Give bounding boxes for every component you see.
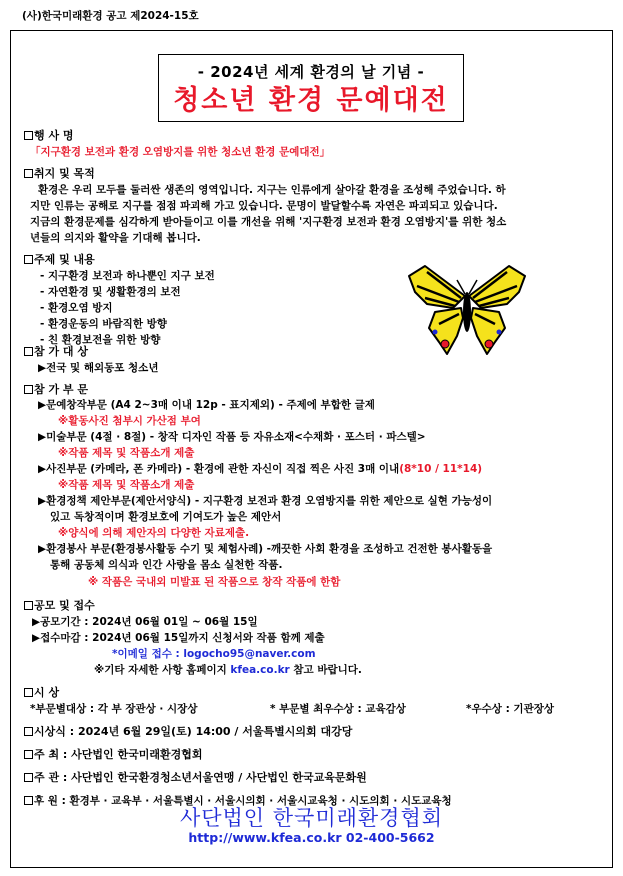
theme-item: - 지구환경 보전과 하나뿐인 지구 보전 [40,270,215,282]
checkbox-square-icon [24,727,33,736]
footer-org: 사단법인 한국미래환경협회 [179,806,444,830]
section-divisions [24,382,88,398]
event-name: 「지구환경 보전과 환경 오염방지를 위한 청소년 환경 문예대전」 [30,146,331,158]
divisions-final-note: ※ 작품은 국내외 미발표 된 작품으로 창작 작품에 한함 [88,576,341,588]
target-text: ▶전국 및 해외동포 청소년 [38,362,159,374]
contest-period: ▶공모기간 : 2024년 06월 01일 ~ 06월 15일 [32,616,258,628]
contest-heading: 공모 및 접수 [34,599,95,612]
section-awards [24,685,59,701]
theme-item: - 환경오염 방지 [40,302,113,314]
contest-deadline: ▶접수마감 : 2024년 06월 15일까지 신청서와 작품 함께 제출 [32,632,325,644]
division-policy-cont: 있고 독창적이며 환경보호에 기여도가 높은 제안서 [50,511,282,523]
contest-more-text: ※기타 자세한 사항 홈페이지 [94,664,227,676]
purpose-line: 년들의 의지와 활약을 기대해 봅니다. [30,232,201,244]
award-merit: *우수상 : 기관장상 [466,703,555,715]
section-purpose [24,166,95,182]
sponsor-label: 후 원 [34,795,58,807]
ceremony-label: 시상식 [34,725,66,738]
division-volunteer: ▶환경봉사 부문(환경봉사활동 수기 및 체험사례) -깨끗한 사회 환경을 조성하고 건전한 봉사활동을 [38,543,493,555]
division-policy: ▶환경정책 제안부문(제안서양식) - 지구환경 보전과 환경 오염방지를 위한 제안으로 실현 가능성이 [38,495,493,507]
purpose-line: 지만 인류는 공해로 지구를 점점 파괴해 가고 있습니다. 문명이 발달할수록 자연은 파괴되고 있습니다. [30,200,498,212]
checkbox-square-icon [24,255,33,264]
division-policy-note: ※양식에 의해 제안자의 다양한 자료제출. [58,527,250,539]
checkbox-square-icon [24,750,33,759]
theme-item: - 자연환경 및 생활환경의 보전 [40,286,181,298]
division-art-note: ※작품 제목 및 작품소개 제출 [58,447,195,459]
checkbox-square-icon [24,773,33,782]
ceremony-row [24,724,352,740]
division-literary-note: ※활동사진 첨부시 가산점 부여 [58,415,201,427]
section-event [24,128,74,144]
theme-item: - 환경운동의 바람직한 방향 [40,318,167,330]
checkbox-square-icon [24,169,33,178]
organizer-label: 주 관 [34,771,60,784]
division-photo-size: (8*10 / 11*14) [399,463,483,475]
ceremony-text: : 2024년 6월 29일(토) 14:00 / 서울특별시의회 대강당 [65,725,353,738]
title-box [158,54,464,122]
section-theme [24,252,95,268]
host-text: : 사단법인 한국미래환경협회 [59,748,203,761]
contest-site-link[interactable]: kfea.co.kr [230,664,290,676]
purpose-line: 지금의 환경문제를 심각하게 받아들이고 이를 개선을 위해 '지구환경 보전과 환경 오염방지'를 위한 청소 [30,216,507,228]
theme-heading: 주제 및 내용 [34,253,95,266]
event-heading: 행 사 명 [34,129,74,142]
target-heading: 참 가 대 상 [34,345,88,358]
awards-heading: 시 상 [34,686,60,699]
organizer-row [24,770,367,786]
division-art: ▶미술부문 (4절 · 8절) - 창작 디자인 작품 등 자유소재<수채화 · 포스터 · 파스텔> [38,431,426,443]
checkbox-square-icon [24,385,33,394]
award-grand: *부문별대상 : 각 부 장관상 · 시장상 [30,703,198,715]
host-label: 주 최 [34,748,60,761]
notice-number: (사)한국미래환경 공고 제2024-15호 [22,10,199,22]
contest-more [94,662,362,679]
title-main: 청소년 환경 문예대전 [173,85,449,116]
division-photo-text: ▶사진부문 (카메라, 폰 카메라) - 환경에 관한 자신이 직접 찍은 사진 3매 이내 [38,463,400,475]
butterfly-icon [405,262,529,358]
division-volunteer-cont: 통해 공동체 의식과 인간 사랑을 몸소 실천한 작품. [50,559,283,571]
contest-email[interactable]: *이메일 접수 : logocho95@naver.com [112,648,316,660]
title-sub: - 2024년 세계 환경의 날 기념 - [197,63,425,81]
award-excellence: * 부문별 최우수상 : 교육감상 [270,703,406,715]
organizer-text: : 사단법인 한국환경청소년서울연맹 / 사단법인 한국교육문화원 [59,771,367,784]
division-photo [38,461,482,478]
division-literary: ▶문예창작부문 (A4 2~3매 이내 12p - 표지제외) - 주제에 부합한 글제 [38,399,375,411]
section-target [24,344,88,360]
checkbox-square-icon [24,688,33,697]
host-row [24,747,203,763]
footer-web[interactable]: http://www.kfea.co.kr 02-400-5662 [188,830,435,845]
theme-item: - 친 환경보전을 위한 방향 [40,334,161,346]
checkbox-square-icon [24,601,33,610]
sponsor-text: : 환경부 · 교육부 · 서울특별시 · 서울시의회 · 서울시교육청 · 시도의회 · 시도교육청 [57,795,452,807]
checkbox-square-icon [24,347,33,356]
contest-more-end: 참고 바랍니다. [293,664,362,676]
checkbox-square-icon [24,131,33,140]
division-photo-note: ※작품 제목 및 작품소개 제출 [58,479,195,491]
purpose-heading: 취지 및 목적 [34,167,95,180]
purpose-line: 환경은 우리 모두를 둘러싼 생존의 영역입니다. 지구는 인류에게 살아갈 환경을 조성해 주었습니다. 하 [38,184,506,196]
section-contest [24,598,95,614]
divisions-heading: 참 가 부 문 [34,383,88,396]
